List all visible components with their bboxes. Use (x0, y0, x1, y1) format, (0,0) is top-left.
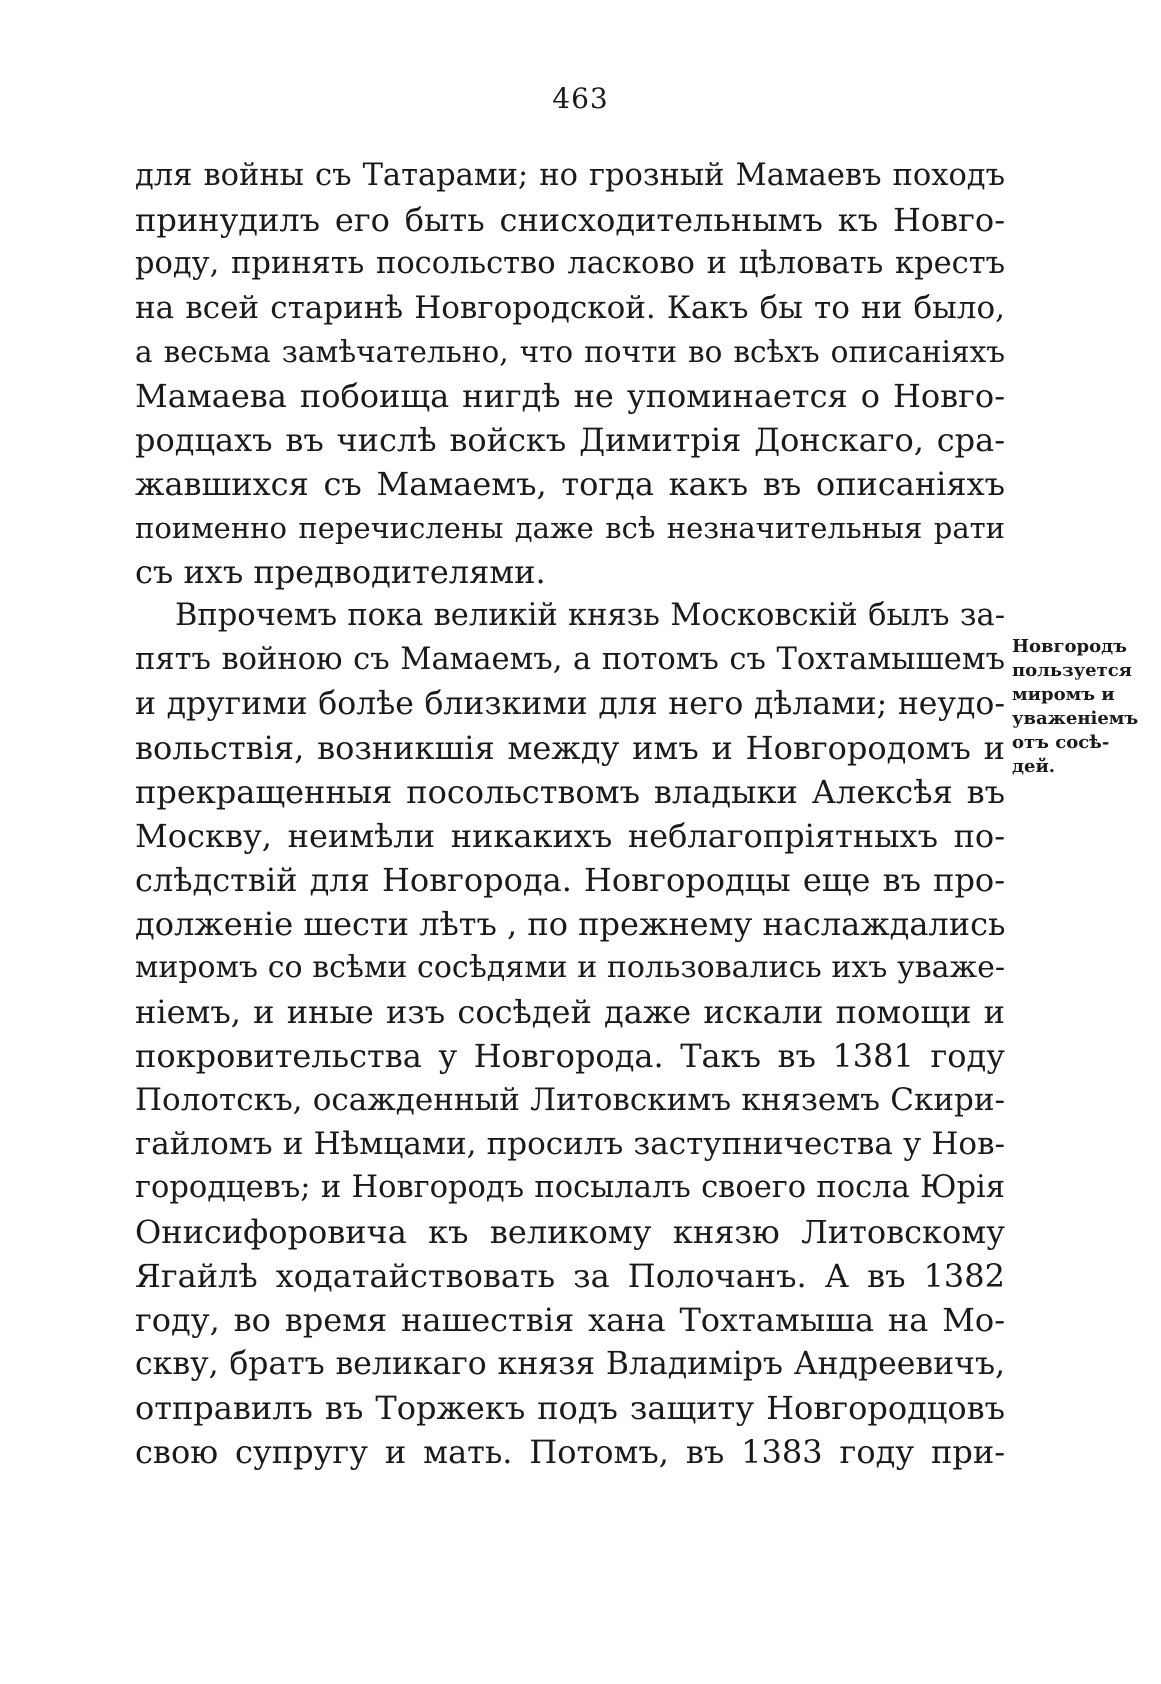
text-line: скву, братъ великаго князя Владиміръ Андреевичъ, (135, 1346, 1005, 1382)
text-line: пятъ войною съ Мамаемъ, а потомъ съ Тохтамышемъ (135, 642, 1005, 677)
text-line: долженіе шести лѣтъ , по прежнему наслаждались (135, 905, 1006, 943)
text-line: Мамаева побоища нигдѣ не упоминается о Новго- (135, 377, 1005, 415)
text-line: вольствія, возникшія между имъ и Новгородомъ и (135, 729, 1005, 767)
text-line: а весьма замѣчательно, что почти во всѣхъ описаніяхъ (135, 335, 1005, 369)
margin-note-line: дей. (1012, 756, 1056, 777)
text-line: жавшихся съ Мамаемъ, тогда какъ въ описаніяхъ (135, 465, 1005, 503)
text-line: роду, принять посольство ласково и цѣловать крестъ (135, 246, 1005, 281)
text-line: гайломъ и Нѣмцами, просилъ заступничества у Нов- (135, 1126, 1005, 1162)
text-line: покровительства у Новгорода. Такъ въ 1381 году (135, 1037, 1005, 1075)
margin-note-line: уваженіемъ (1012, 708, 1139, 729)
text-line: родцахъ въ числѣ войскъ Димитрія Донскаго, сра- (135, 421, 1005, 459)
text-line: на всей старинѣ Новгородской. Какъ бы то ни было, (135, 290, 1005, 326)
text-line: слѣдствій для Новгорода. Новгородцы еще въ про- (135, 861, 1005, 899)
text-line: для войны съ Татарами; но грозный Мамаевъ походъ (135, 158, 1005, 193)
margin-note-line: миромъ и (1012, 684, 1115, 705)
margin-note-line: пользуется (1012, 660, 1132, 681)
text-line: Полотскъ, осажденный Литовскимъ княземъ Скири- (135, 1082, 1005, 1118)
text-line: принудилъ его быть снисходительнымъ къ Новго- (135, 201, 1005, 239)
text-line: съ ихъ предводителями. (135, 553, 546, 591)
margin-note (1012, 635, 1152, 779)
text-line: поименно перечислены даже всѣ незначительныя рати (135, 511, 1005, 545)
text-line: Москву, неимѣли никакихъ неблагопріятныхъ по- (135, 817, 1005, 855)
text-line: отправилъ въ Торжекъ подъ защиту Новгородцовъ (135, 1389, 1005, 1427)
margin-note-line: Новгородъ (1012, 636, 1127, 657)
text-line: Ягайлѣ ходатайствовать за Полочанъ. А въ 1382 (135, 1257, 1005, 1295)
text-line: году, во время нашествія хана Тохтамыша на Мо- (135, 1301, 1005, 1339)
text-line: миромъ со всѣми сосѣдями и пользовались ихъ уваже- (135, 950, 1005, 985)
margin-note-line: отъ сосѣ- (1012, 732, 1110, 753)
text-line: и другими болѣе близкими для него дѣлами; неудо- (135, 686, 1005, 722)
text-line: городцевъ; и Новгородъ посылалъ своего посла Юрія (135, 1170, 1005, 1205)
text-line: Впрочемъ пока великій князь Московскій былъ за- (175, 598, 1005, 633)
text-line: свою супругу и мать. Потомъ, въ 1383 году при- (135, 1433, 1005, 1471)
text-line: прекращенныя посольствомъ владыки Алексѣя въ (135, 773, 1005, 811)
text-line: Онисифоровича къ великому князю Литовскому (135, 1213, 1005, 1251)
text-line: ніемъ, и иные изъ сосѣдей даже искали помощи и (135, 993, 1005, 1031)
page-number: 463 (552, 82, 609, 115)
